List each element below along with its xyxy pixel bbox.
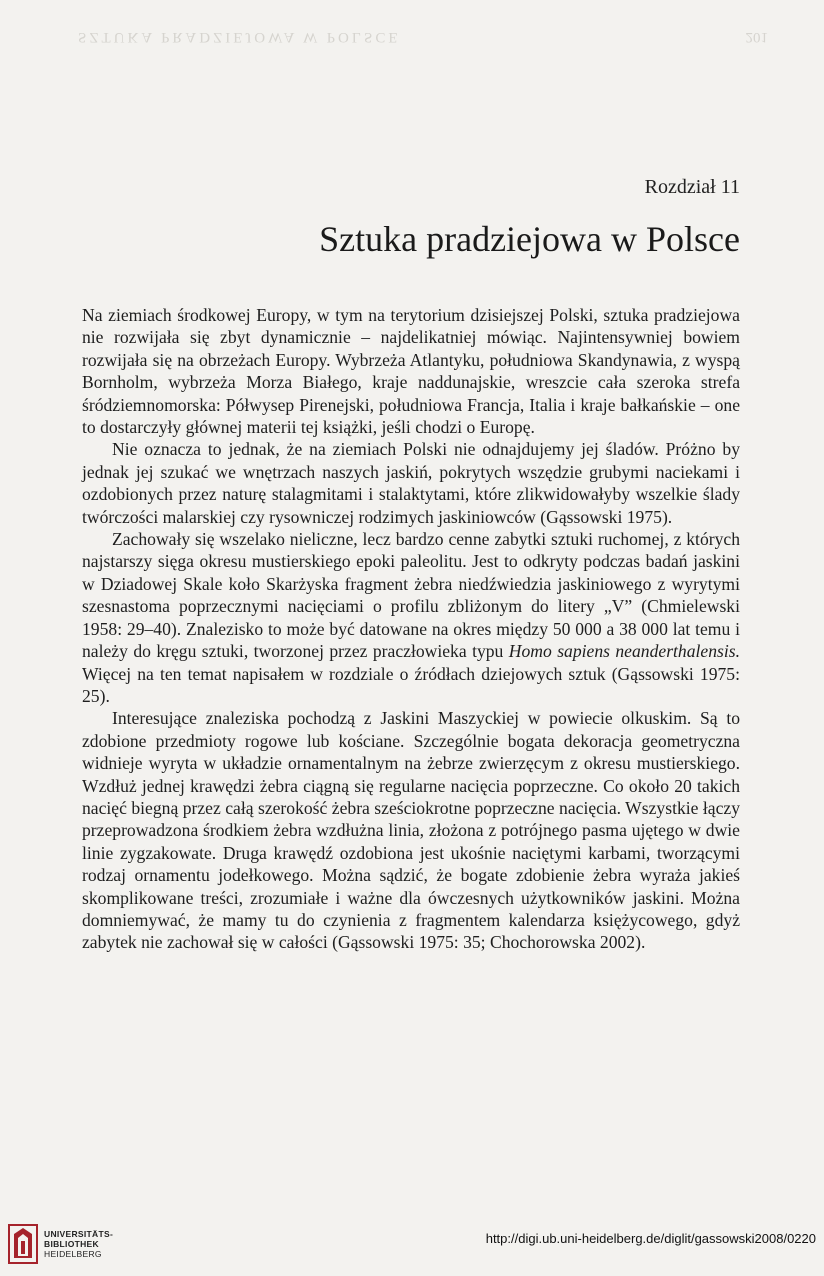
library-name [44,1229,113,1259]
paragraph-3 [82,528,740,707]
paragraph-3-main: Zachowały się wszelako nieliczne, lecz bardzo cenne zabytki sztuki ruchomej, z których najstarszy sięga okresu mustierskiego epoki paleolitu. Jest to odkryty podczas badań jaskini w Dziadowej Skale koło Skarżyska fragment żebra niedźwiedzia jaskiniowego z wyrytymi szesnastoma poprzecznymi nacięciami o profilu zbliżonym do litery „V” (Chmielewski 1958: 29–40). Znalezisko to może być datowane na okres między 50 000 a 38 000 lat temu i należy do kręgu sztuki, tworzonej przez praczłowieka typu [82,529,740,662]
paragraph-3-tail: Więcej na ten temat napisałem w rozdziale o źródłach dziejowych sztuk (Gąssowski 1975: 25). [82,663,740,706]
library-name-line1: UNIVERSITÄTS- [44,1229,114,1239]
library-logo[interactable] [8,1222,113,1266]
paragraph-4: Interesujące znaleziska pochodzą z Jaskini Maszyckiej w powiecie olkuskim. Są to zdobione przedmioty rogowe lub kościane. Szczególnie bogata dekoracja geometryczna widnieje wyryta w układzie ornamentalnym na żebrze zwierzęcym z okresu mustierskiego. Wzdłuż jednej krawędzi żebra ciągną się regularne nacięcia poprzeczne. Co około 20 takich nacięć biegną przez całą szerokość żebra sześciokrotne poprzeczne nacięcia. Wszystkie łączy przeprowadzona środkiem żebra wzdłużna linia, złożona z potrójnego pasma ujętego w dwie linie zygzakowate. Druga krawędź ozdobiona jest ukośnie naciętymi karbami, tworzącymi rodzaj ornamentu jodełkowego. Można sądzić, że bogate zdobienie żebra wyraża jakieś skomplikowane treści, zrozumiałe i ważne dla ówczesnych użytkowników jaskini. Można domniemywać, że mamy tu do czynienia z fragmentem kalendarza księżycowego, gdyż zabytek nie zachował się w całości (Gąssowski 1975: 35; Chochorowska 2002). [82,708,740,953]
chapter-label: Rozdział 11 [644,176,740,198]
source-url-link[interactable]: http://digi.ub.uni-heidelberg.de/diglit/gassowski2008/0220 [485,1231,816,1246]
body-text [82,304,740,954]
library-name-line2: BIBLIOTHEK [44,1239,99,1249]
bleed-through-header-text: SZTUKA PRADZIEJOWA W POLSCE [78,29,401,45]
library-name-line3: HEIDELBERG [44,1249,102,1259]
bleed-through-header [78,28,768,45]
chapter-title: Sztuka pradziejowa w Polsce [319,219,740,259]
paragraph-1: Na ziemiach środkowej Europy, w tym na terytorium dzisiejszej Polski, sztuka pradziejowa nie rozwijała się zbyt dynamicznie – najdelikatniej mówiąc. Najintensywniej bowiem rozwijała się na obrzeżach Europy. Wybrzeża Atlantyku, południowa Skandynawia, z wyspą Bornholm, wybrzeża Morza Białego, kraje naddunajskie, wreszcie cała szeroka strefa śródziemnomorska: Półwysep Pirenejski, południowa Francja, Italia i kraje bałkańskie – one to dostarczyły głównej materii tej książki, jeśli chodzi o Europę. [82,305,740,438]
bleed-through-page-number: 201 [745,29,768,45]
paragraph-3-species-name: Homo sapiens neanderthalensis. [508,641,740,662]
library-emblem-icon [8,1224,38,1264]
paragraph-2: Nie oznacza to jednak, że na ziemiach Polski nie odnajdujemy jej śladów. Próżno by jednak jej szukać we wnętrzach naszych jaskiń, pokrytych wszędzie grubymi naciekami i ozdobionych przez naturę stalagmitami i stalaktytami, które zlikwidowałyby wszelkie ślady twórczości malarskiej czy rysowniczej rodzimych jaskiniowców (Gąssowski 1975). [82,439,740,527]
